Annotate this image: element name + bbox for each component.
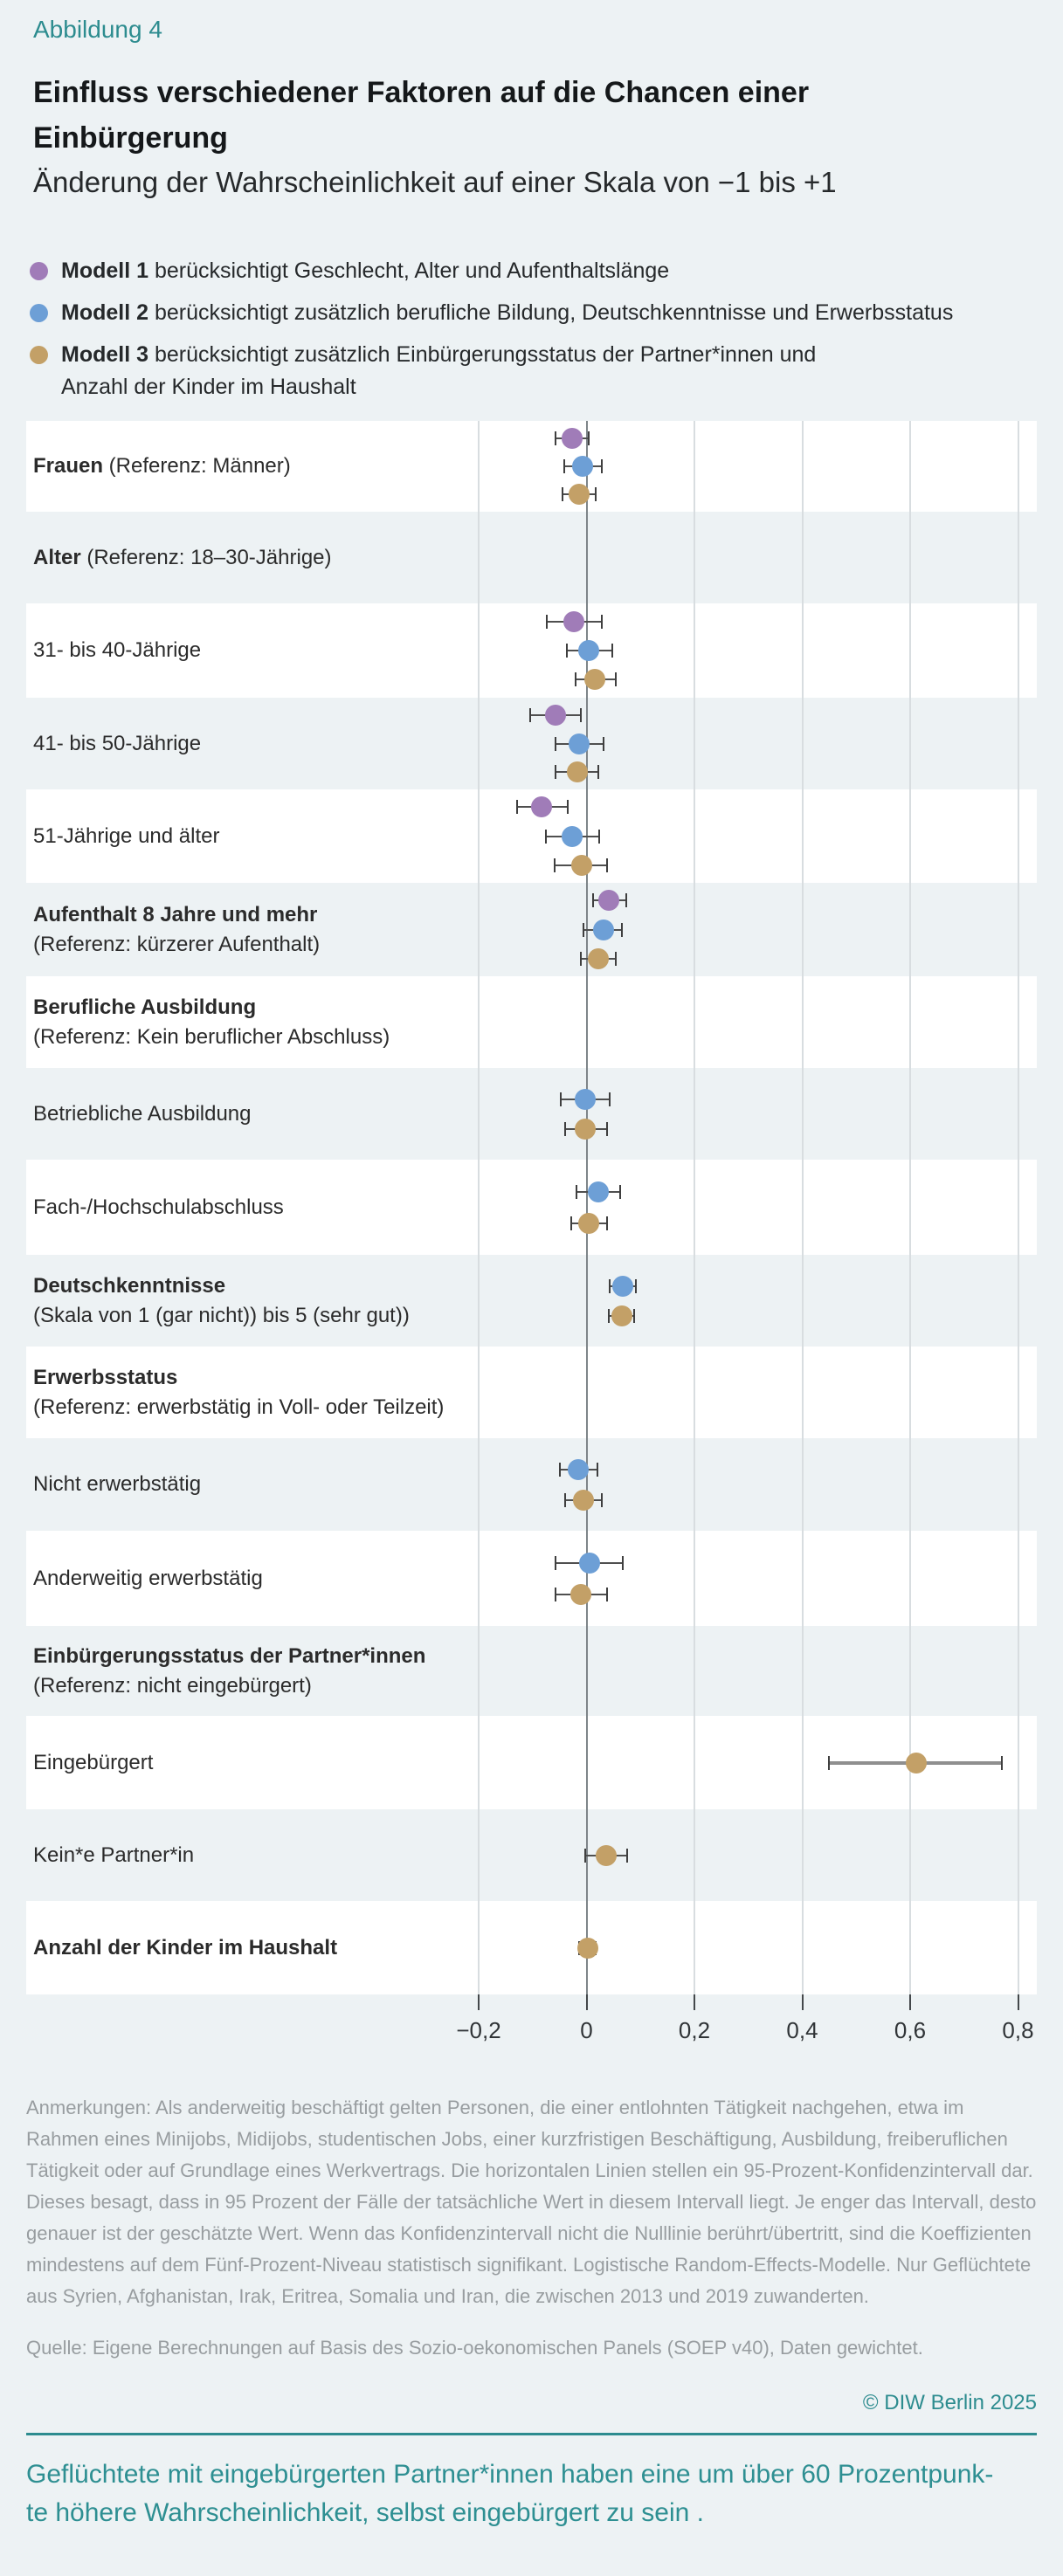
row-label: Anzahl der Kinder im Haushalt — [33, 1935, 338, 1960]
model2-dot — [575, 1089, 596, 1110]
ci-cap — [606, 1216, 608, 1230]
ci-cap — [609, 1092, 611, 1106]
model2-swatch-icon — [30, 304, 48, 322]
ci-cap — [615, 952, 617, 966]
ci-cap — [588, 431, 590, 445]
model3-swatch-icon — [30, 346, 48, 364]
model1-dot — [563, 611, 584, 632]
legend-model3-desc-line2: Anzahl der Kinder im Haushalt — [61, 375, 356, 399]
row-label: Frauen (Referenz: Männer) — [33, 454, 291, 478]
legend — [30, 255, 953, 413]
axis-tick — [1018, 1994, 1019, 2010]
ci-cap — [555, 765, 556, 779]
ci-cap — [555, 1588, 556, 1601]
copyright-line: © DIW Berlin 2025 — [862, 2391, 1037, 2414]
ci-cap — [598, 830, 600, 844]
ci-cap — [545, 830, 547, 844]
figure-subtitle: Änderung der Wahrscheinlichkeit auf einer Skala von −1 bis +1 — [33, 166, 837, 198]
ci-cap — [564, 1493, 566, 1507]
source-line: Quelle: Eigene Berechnungen auf Basis des Sozio-oekonomischen Panels (SOEP v40), Daten gewichtet. — [26, 2337, 923, 2359]
row-label: Anderweitig erwerbstätig — [33, 1566, 263, 1590]
ci-cap — [606, 858, 608, 872]
x-tick-label: 0,6 — [894, 2017, 927, 2043]
ci-cap — [546, 615, 548, 629]
ci-cap — [576, 1185, 577, 1199]
ci-cap — [621, 923, 623, 937]
model3-dot — [577, 1938, 598, 1959]
ci-cap — [606, 1588, 608, 1601]
model3-dot — [567, 761, 588, 782]
gridline — [478, 421, 480, 1994]
gridline — [694, 421, 695, 1994]
model2-dot — [578, 640, 599, 661]
ci-cap — [567, 800, 569, 814]
ci-cap — [611, 644, 613, 658]
x-tick-label: 0,4 — [786, 2017, 818, 2043]
model3-dot — [569, 484, 590, 505]
model1-dot — [598, 890, 619, 911]
ci-cap — [608, 1309, 610, 1323]
ci-cap — [592, 893, 594, 907]
ci-cap — [1001, 1756, 1003, 1770]
ci-cap — [580, 708, 582, 722]
key-message-line1: Geflüchtete mit eingebürgerten Partner*innen haben eine um über 60 Prozentpunk- — [26, 2460, 994, 2489]
x-tick-label: 0 — [580, 2017, 593, 2043]
ci-cap — [609, 1279, 611, 1293]
ci-cap — [601, 459, 603, 473]
ci-cap — [575, 672, 576, 686]
ci-cap — [554, 858, 556, 872]
ci-cap — [603, 737, 604, 751]
notes-text: Anmerkungen: Als anderweitig beschäftigt gelten Personen, die einer entlohnten Tätigkeit nachgehen, etwa im Rahmen eines Minijobs, Midijobs, studentischen Jobs, einer kurzfristigen Beschäftigung, Ausbildung, freiberuflichen Tätigkeit oder auf Grundlage eines Werkvertrags. Die horizontalen Linien stellen ein 95-Prozent-Konfidenzintervall dar. Dieses besagt, dass in 95 Prozent der Fälle der tatsächliche Wert in diesem Intervall liegt. Je enger das Intervall, desto genauer ist der geschätzte Wert. Wenn das Konfidenzintervall nicht die Nulllinie berührt/übertritt, sind die Koeffizienten mindestens auf dem Fünf-Prozent-Niveau statistisch signifikant. Logistische Random-Effects-Modelle. Nur Geflüchtete aus Syrien, Afghanistan, Irak, Eritrea, Somalia und Iran, die zwischen 2013 und 2019 zuwanderten. — [26, 2097, 1037, 2307]
axis-tick — [478, 1994, 480, 2010]
row-label: Fach-/Hochschulabschluss — [33, 1195, 284, 1219]
row-label: Deutschkenntnisse (Skala von 1 (gar nicht)) bis 5 (sehr gut)) — [33, 1273, 410, 1327]
figure-title: Einfluss verschiedener Faktoren auf die Chancen einer Einbürgerung — [33, 76, 810, 155]
ci-cap — [633, 1309, 635, 1323]
ci-cap — [564, 1122, 566, 1136]
model3-dot — [906, 1753, 927, 1774]
legend-item-model1 — [30, 255, 953, 287]
ci-cap — [562, 487, 563, 501]
ci-cap — [595, 487, 597, 501]
model3-dot — [588, 948, 609, 969]
ci-cap — [828, 1756, 830, 1770]
x-tick-label: 0,2 — [678, 2017, 711, 2043]
x-tick-label: −0,2 — [456, 2017, 501, 2043]
ci-cap — [529, 708, 531, 722]
row-label: Einbürgerungsstatus der Partner*innen (Referenz: nicht eingebürgert) — [33, 1643, 426, 1698]
row-label: Kein*e Partner*in — [33, 1842, 195, 1867]
ci-cap — [583, 923, 584, 937]
row-label: Nicht erwerbstätig — [33, 1472, 202, 1496]
legend-model3-desc: berücksichtigt zusätzlich Einbürgerungsstatus der Partner*innen und — [148, 342, 817, 367]
row-label: Erwerbsstatus (Referenz: erwerbstätig in Voll- oder Teilzeit) — [33, 1365, 445, 1419]
ci-cap — [580, 952, 582, 966]
legend-model1-name: Modell 1 — [61, 258, 149, 283]
ci-cap — [606, 1122, 608, 1136]
ci-cap — [601, 615, 603, 629]
model2-dot — [588, 1181, 609, 1202]
model2-dot — [572, 456, 593, 477]
row-label: Eingebürgert — [33, 1750, 154, 1774]
model1-swatch-icon — [30, 262, 48, 280]
gridline — [802, 421, 804, 1994]
axis-tick — [802, 1994, 804, 2010]
model3-dot — [578, 1213, 599, 1234]
row-label: Berufliche Ausbildung (Referenz: Kein beruflicher Abschluss) — [33, 995, 390, 1049]
ci-cap — [626, 1849, 628, 1863]
axis-tick — [586, 1994, 588, 2010]
model2-dot — [562, 826, 583, 847]
key-message-line2: te höhere Wahrscheinlichkeit, selbst eingebürgert zu sein . — [26, 2498, 704, 2527]
ci-cap — [555, 1556, 556, 1570]
legend-model2-desc: berücksichtigt zusätzlich berufliche Bildung, Deutschkenntnisse und Erwerbsstatus — [148, 300, 954, 325]
ci-cap — [560, 1092, 562, 1106]
legend-item-model2 — [30, 297, 953, 329]
model2-dot — [593, 920, 614, 940]
model1-dot — [562, 428, 583, 449]
ci-cap — [625, 893, 627, 907]
axis-tick — [694, 1994, 695, 2010]
x-tick-label: 0,8 — [1002, 2017, 1034, 2043]
row-label: 31- bis 40-Jährige — [33, 638, 202, 662]
ci-cap — [597, 1463, 598, 1477]
ci-cap — [601, 1493, 603, 1507]
ci-cap — [584, 1849, 586, 1863]
row-label: 41- bis 50-Jährige — [33, 731, 202, 755]
divider-rule — [26, 2433, 1037, 2435]
ci-cap — [555, 431, 556, 445]
ci-cap — [559, 1463, 561, 1477]
ci-cap — [566, 644, 568, 658]
figure-number: Abbildung 4 — [33, 16, 162, 43]
model2-dot — [579, 1553, 600, 1574]
ci-cap — [635, 1279, 637, 1293]
row-label: Aufenthalt 8 Jahre und mehr (Referenz: kürzerer Aufenthalt) — [33, 902, 321, 956]
legend-model3-name: Modell 3 — [61, 342, 149, 367]
ci-cap — [555, 737, 556, 751]
row-label: Betriebliche Ausbildung — [33, 1101, 252, 1126]
ci-cap — [615, 672, 617, 686]
axis-tick — [909, 1994, 911, 2010]
ci-cap — [570, 1216, 572, 1230]
row-label: Alter (Referenz: 18–30-Jährige) — [33, 545, 332, 569]
forest-plot — [26, 421, 1037, 2043]
ci-cap — [619, 1185, 621, 1199]
model1-dot — [545, 705, 566, 726]
key-message — [26, 2455, 1057, 2532]
legend-item-model3 — [30, 339, 953, 403]
ci-cap — [563, 459, 565, 473]
legend-model1-desc: berücksichtigt Geschlecht, Alter und Aufenthaltslänge — [148, 258, 670, 283]
ci-cap — [516, 800, 518, 814]
model2-dot — [569, 734, 590, 754]
gridline — [1018, 421, 1019, 1994]
legend-model2-name: Modell 2 — [61, 300, 149, 325]
model3-dot — [596, 1845, 617, 1866]
model3-dot — [571, 855, 592, 876]
ci-cap — [622, 1556, 624, 1570]
row-label: 51-Jährige und älter — [33, 823, 220, 848]
ci-cap — [597, 765, 599, 779]
